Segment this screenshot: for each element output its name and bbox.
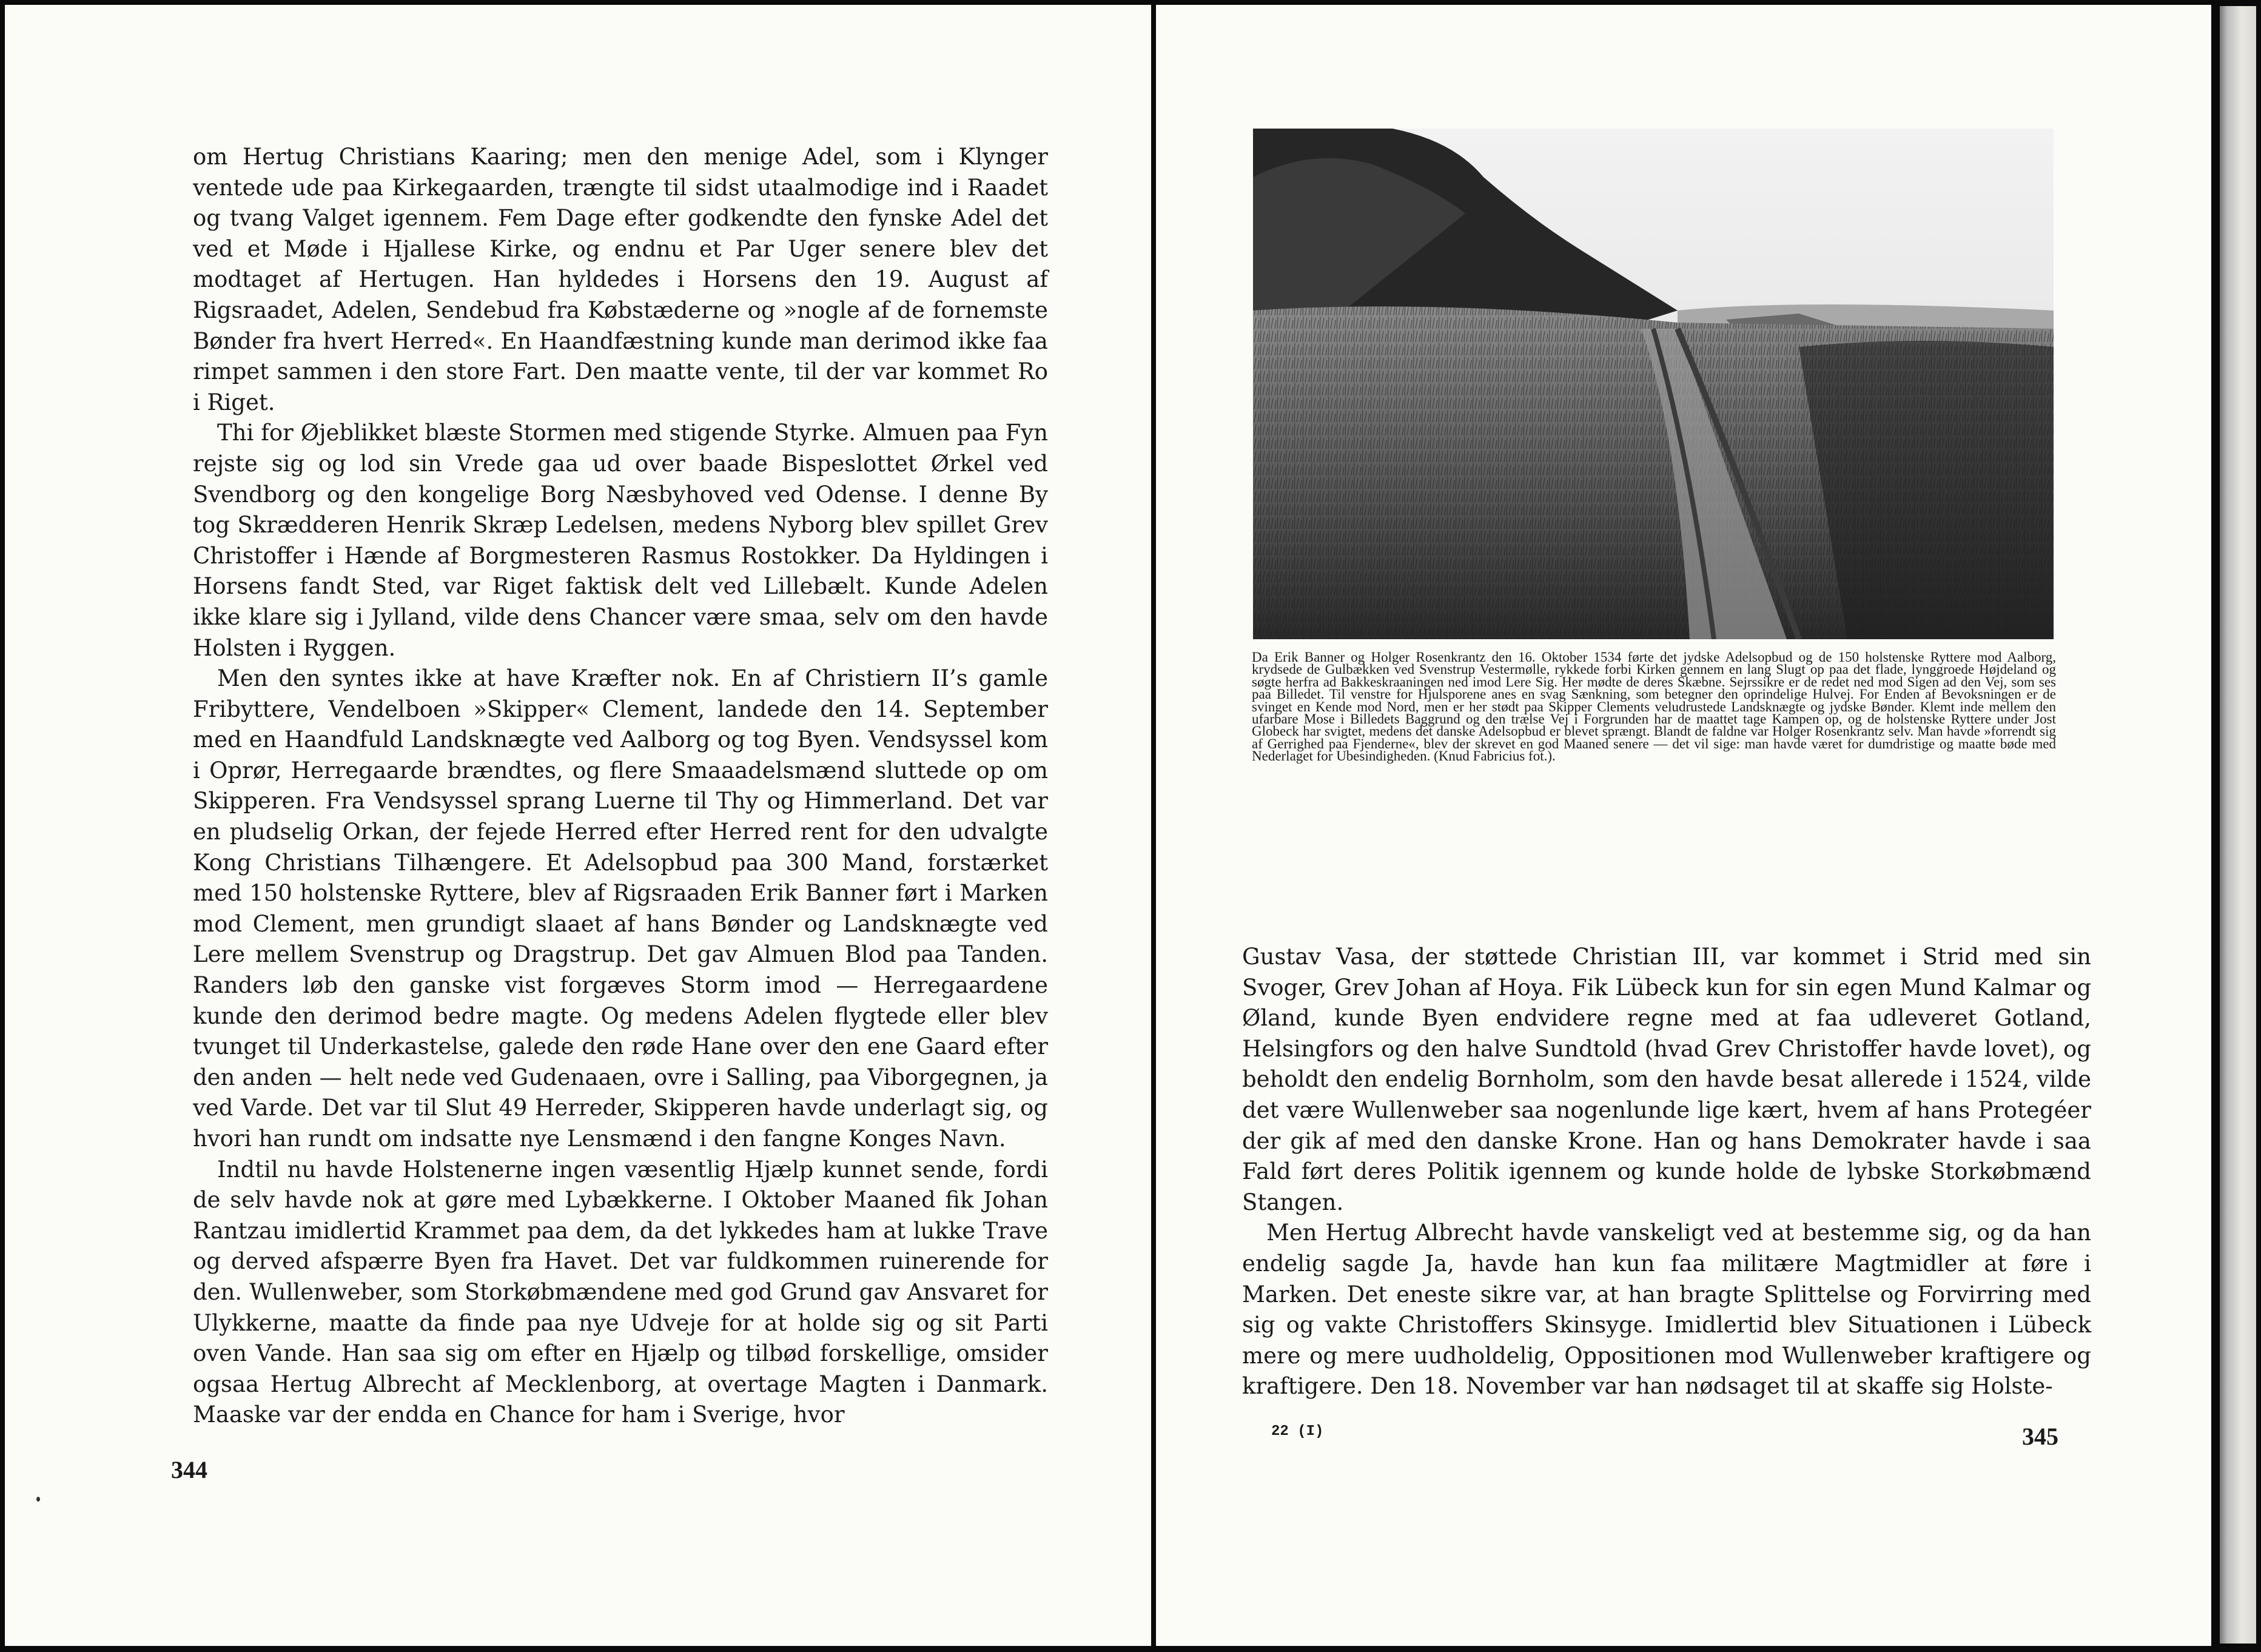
field-path-photo-image (1253, 129, 2054, 639)
paragraph: Men den syntes ikke at have Kræfter nok. En af Christiern II’s gamle Fribyttere, Vendelboen »Skipper« Clement, landede den 14. September med en Haandfuld Landsknægte ved Aalborg og tog Byen. Vendsyssel kom i Oprør, Herregaarde brændtes, og flere Smaaadelsmænd sluttede op om Skipperen. Fra Vendsyssel sprang Luerne til Thy og Himmerland. Det var en pludselig Orkan, der fejede Herred efter Herred rent for den udvalgte Kong Christians Tilhængere. Et Adelsopbud paa 300 Mand, forstærket med 150 holstenske Ryttere, blev af Rigsraaden Erik Banner ført i Marken mod Clement, men grundigt slaaet af hans Bønder og Landsknægte ved Lere mellem Svenstrup og Dragstrup. Det gav Almuen Blod paa Tanden. Randers løb den ganske vist forgæves Storm imod — Herregaardene kunde den derimod bedre magte. Og medens Adelen flygtede eller blev tvunget til Underkastelse, galede den røde Hane over den ene Gaard efter den anden — helt nede ved Gudenaaen, ovre i Salling, paa Viborgegnen, ja ved Varde. Det var til Slut 49 Herreder, Skipperen havde underlagt sig, og hvori han rundt om indsatte nye Lensmænd i den fangne Konges Navn. (193, 665, 1048, 1152)
paragraph: Indtil nu havde Holstenerne ingen væsentlig Hjælp kunnet sende, fordi de selv havde nok at gøre med Lybækkerne. I Oktober Maaned fik Johan Rantzau imidlertid Krammet paa dem, da det lykkedes ham at lukke Trave og derved afspærre Byen fra Havet. Det var fuldkommen ruinerende for den. Wullenweber, som Storkøbmændene med god Grund gav Ansvaret for Ulykkerne, maatte da finde paa nye Udveje for at holde sig og sit Parti oven Vande. Han saa sig om efter en Hjælp og tilbød forskellige, omsider ogsaa Hertug Albrecht af Mecklenborg, at overtage Magten i Danmark. Maaske var der endda en Chance for ham i Sverige, hvor (193, 1156, 1048, 1428)
left-page (5, 5, 1151, 1646)
page-number: 345 (2022, 1423, 2058, 1450)
signature-mark: 22 (I) (1271, 1423, 1324, 1440)
paragraph: om Hertug Christians Kaaring; men den menige Adel, som i Klynger ventede ude paa Kirkegaarden, trængte til sidst utaalmodige ind i Raadet og tvang Valget igennem. Fem Dage efter godkendte den fynske Adel det ved et Møde i Hjallese Kirke, og endnu et Par Uger senere blev det modtaget af Hertugen. Han hyldedes i Horsens den 19. August af Rigsraadet, Adelen, Sendebud fra Købstæderne og »nogle af de fornemste Bønder fra hvert Herred«. En Haandfæstning kunde man derimod ikke faa rimpet sammen i den store Fart. Den maatte vente, til der var kommet Ro i Riget. (193, 144, 1048, 415)
book-edge (2220, 6, 2256, 1644)
paragraph: Gustav Vasa, der støttede Christian III, var kommet i Strid med sin Svoger, Grev Johan af Hoya. Fik Lübeck kun for sin egen Mund Kalmar og Øland, kunde Byen endvidere regne med at faa udleveret Gotland, Helsingfors og den halve Sundtold (hvad Grev Christoffer havde lovet), og beholdt den endelig Bornholm, som den havde besat allerede i 1524, vilde det være Wullenweber saa nogenlunde lige kært, hvem af hans Protegéer der gik af med den danske Krone. Han og hans Demokrater havde i saa Fald ført deres Politik igennem og kunde holde de lybske Storkøbmænd Stangen. (1242, 944, 2091, 1215)
page-number: 344 (171, 1456, 207, 1483)
paragraph: Men Hertug Albrecht havde vanskeligt ved at bestemme sig, og da han endelig sagde Ja, havde han kun faa militære Magtmidler at føre i Marken. Det eneste sikre var, at han bragte Splittelse og Forvirring med sig og vakte Christoffers Skinsyge. Imidlertid blev Situationen i Lübeck mere og mere uudholdelig, Oppositionen mod Wullenweber kraftigere og kraftigere. Den 18. November var han nødsaget til at skaffe sig Holste- (1242, 1220, 2091, 1400)
speck (36, 1497, 40, 1502)
right-page-text (1242, 942, 2091, 1402)
left-page-text (193, 142, 1048, 1431)
paragraph: Thi for Øjeblikket blæste Stormen med stigende Styrke. Almuen paa Fyn rejste sig og lod sin Vrede gaa ud over baade Bispeslottet Ørkel ved Svendborg og den kongelige Borg Næsbyhoved ved Odense. I denne By tog Skrædderen Henrik Skræp Ledelsen, medens Nyborg blev spillet Grev Christoffer i Hænde af Borgmesteren Rasmus Rostokker. Da Hyldingen i Horsens fandt Sted, var Riget faktisk delt ved Lillebælt. Kunde Adelen ikke klare sig i Jylland, vilde dens Chancer være smaa, selv om den havde Holsten i Ryggen. (193, 420, 1048, 661)
right-page (1156, 5, 2211, 1646)
photo-caption: Da Erik Banner og Holger Rosenkrantz den 16. Oktober 1534 førte det jydske Adelsopbud og de 150 holstenske Ryttere mod Aalborg, krydsede de Gulbækken ved Svenstrup Vestermølle, rykkede forbi Kirken gennem en lang Slugt op paa det flade, lynggroede Højdeland og søgte herfra ad Bakkeskraaningen ned imod Lere Sig. Her mødte de deres Skæbne. Sejrssikre er de redet ned mod Sigen ad den Vej, som ses paa Billedet. Til venstre for Hjulsporene anes en svag Sænkning, som betegner den oprindelige Hulvej. For Enden af Bevoksningen er de svinget en Kende mod Nord, men er her stødt paa Skipper Clements veludrustede Landsknægte og jydske Bønder. Klemt inde mellem den ufarbare Mose i Billedets Baggrund og den trælse Vej i Forgrunden har de maattet tage Kampen op, og de holstenske Ryttere under Jost Globeck har svigtet, medens det danske Adelsopbud er blevet sprængt. Blandt de faldne var Holger Rosenkrantz selv. Man havde »forrendt sig af Gerrighed paa Fjenderne«, blev der skrevet en god Maaned senere — det vil sige: man havde været for dumdristige og maatte bøde med Nederlaget for Ubesindigheden. (Knud Fabricius fot.). (1252, 650, 2056, 764)
landscape-photo (1253, 129, 2054, 639)
